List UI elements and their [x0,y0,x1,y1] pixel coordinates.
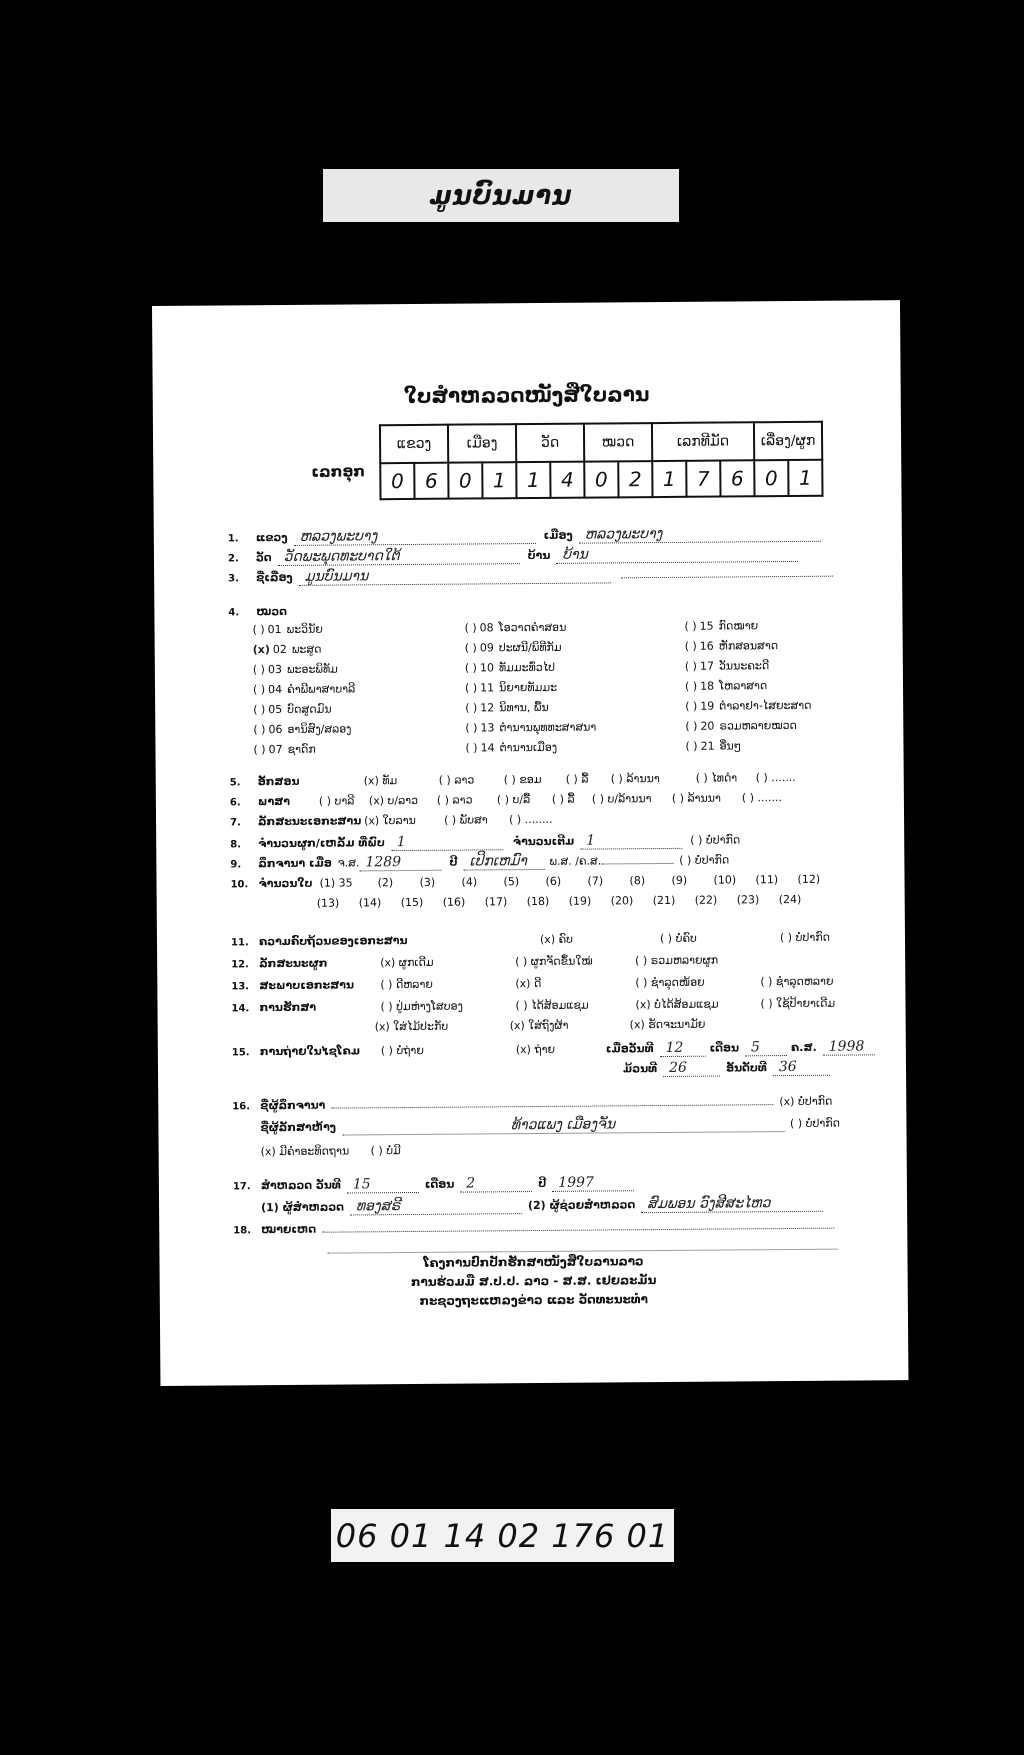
field-label: ອັກສອນ [257,774,300,789]
field-label: ການຖ່າຍໃນໄຊໂຄມ [259,1044,361,1059]
leaf-count-cell: (13) [316,896,340,910]
field-number: 17. [232,1181,251,1193]
field-label: ມ້ວນທີ [622,1062,658,1076]
category-option [685,639,779,653]
code-header-category: ໝວດ [584,423,652,462]
category-checkbox: (x) [252,643,270,657]
field-prayer-row [261,1144,401,1158]
field-label: ເດືອນ [424,1177,455,1191]
field-province-row [228,525,821,547]
category-checkbox: ( ) [252,623,265,637]
category-number: 16 [699,639,714,653]
field-label: ລັກສະນະຜູກ [259,956,328,971]
leaf-count-cell: (6) [545,874,562,888]
category-checkbox: ( ) [253,723,266,737]
field-preservation-row [231,997,835,1015]
category-option [465,721,596,735]
microfilm-opt: (x) ຖ່າຍ [515,1042,556,1057]
field-number: 8. [230,839,242,851]
category-number: 09 [479,641,494,655]
language-opt: ( ) ບ/ລ້ານນາ [591,792,652,806]
field-label: ຄວາມຄົບຖ້ວນຂອງເອກະສານ [258,934,408,949]
year-written-value: 1289 [359,854,441,872]
code-digit: 6 [720,460,754,496]
category-option [253,682,355,696]
leaf-count-cell: (1) 35 [319,876,353,890]
field-label: ສຳຫລວດ ວັນທີ [260,1178,341,1193]
field-number: 10. [230,879,249,891]
category-option [252,623,322,637]
leaf-count-cell: (23) [736,893,760,907]
survey-month-value: 2 [460,1175,532,1193]
microfilm-month-value: 5 [745,1039,787,1056]
preservation-opt: (x) ໃສ່ໄມ້ປະກັບ [374,1019,449,1034]
leaf-count-cell: (10) [713,873,737,887]
field-remarks-row [233,1219,834,1237]
leaf-count-row-2 [317,893,821,910]
category-label: ບົດສູດມົນ [287,702,332,716]
field-number: 1. [227,533,239,545]
category-label: ໂຫລາສາດ [719,679,768,693]
category-number: 11 [480,681,495,695]
category-label: ທັມມະທົ່ວໄປ [498,660,556,675]
bundle-type-opt: ( ) ຜູກຈັດຂຶ້ນໃໝ່ [515,954,593,969]
code-digit: 0 [754,460,788,496]
preservation-opt: (x) ບໍ່ໄດ້ສ້ອມແຊມ [635,997,719,1012]
code-digit: 0 [448,462,482,498]
remarks-line [322,1228,834,1233]
language-opt: ( ) ບາລີ [318,794,355,808]
microfilm-roll-row [623,1059,830,1078]
field-number: 11. [230,937,249,949]
category-checkbox: ( ) [684,679,698,693]
category-label: ຄຳພີພາສາບາລີ [287,682,356,696]
survey-year-value: 1997 [552,1174,634,1192]
category-option [685,739,741,752]
assistant-value: ສົມພອນ ວົງສີສະໄຫວ [641,1195,823,1213]
category-number: 15 [699,619,714,633]
category-label: ໂອວາດຄຳສອນ [498,620,567,635]
category-option [684,619,758,633]
category-option [253,663,338,677]
category-label: ພະສູດ [291,642,322,656]
leaf-count-cell: (21) [652,893,676,908]
category-number: 13 [480,721,495,735]
category-number: 19 [700,699,715,713]
field-label: ປີ [449,855,458,869]
category-label: ຕຳລາຢາ-ໄສຍະສາດ [719,698,812,713]
script-opt: ( ) ລ້ານນາ [610,772,660,786]
code-digit: 1 [788,460,822,496]
survey-day-value: 15 [347,1176,419,1194]
category-number: 12 [480,701,495,715]
field-number: 6. [229,797,241,809]
category-checkbox: ( ) [465,721,478,735]
field-title-row [228,565,833,587]
category-checkbox: ( ) [684,619,697,633]
not-evident-opt: ( ) ບໍ່ປາກົດ [690,833,741,847]
sponsor-value: ທ້າວແພງ ເມືອງຈັນ [342,1115,784,1135]
condition-opt: (x) ດີ [515,976,542,991]
category-label: ຫັກສອນສາດ [718,639,779,653]
field-number: 18. [233,1225,252,1237]
category-number: 08 [479,621,494,635]
field-bundle-type-row [231,954,718,971]
banner-title: ມູນບົນມານ [323,169,679,222]
not-evident-opt: (x) ບໍ່ປາກົດ [779,1094,833,1109]
village-value: ບ້ານ [556,545,798,564]
field-label: ພາສາ [257,794,290,809]
category-label: ຕຳນານພຸທທະສາສນາ [499,720,597,735]
material-opt: ( ) ........ [508,812,553,827]
leaf-count-cell: (8) [629,874,646,888]
field-number: 4. [228,607,240,619]
category-option [465,661,555,675]
title-value: ມູນບົນມານ [299,566,611,585]
material-opt: (x) ໃບລານ [363,813,416,828]
category-option [253,722,351,736]
field-number: 9. [230,859,242,871]
field-label: ຊື່ເລື່ອງ [256,570,293,585]
category-number: 06 [268,722,283,737]
material-opt: ( ) ພັບສາ [443,813,488,827]
field-date-written-row [230,851,729,872]
language-opt: ( ) ລື້ [551,792,575,806]
bundle-type-opt: ( ) ຣວມຫລາຍຜູກ [635,953,719,968]
category-number: 10 [479,661,494,675]
leaf-count-cell: (16) [442,895,466,909]
category-label: ພະວິນັຍ [286,622,323,636]
category-label: ຊາດົກ [287,742,316,756]
category-option [253,703,332,717]
code-digit: 2 [618,461,652,497]
leaf-count-cell: (18) [526,894,550,909]
era-year-line [601,863,673,865]
preservation-row-2 [375,1018,706,1034]
field-label: ລັກສະນະເອກະສານ [258,814,362,829]
category-checkbox: ( ) [464,681,478,695]
preservation-opt: ( ) ໄດ້ສ້ອມແຊມ [515,998,589,1013]
field-number: 15. [231,1047,250,1059]
field-label: (1) ຜູ້ສຳຫລວດ [261,1200,345,1215]
category-number: 21 [700,739,715,753]
field-scribe-row [232,1095,832,1113]
language-opt: ( ) ບ/ລື້ [496,793,531,807]
language-opt: ( ) ....... [741,791,782,805]
category-number: 07 [268,742,283,757]
code-header-temple: ວັດ [516,424,584,463]
preservation-opt: ( ) ໃຊ້ປ້າຍາເດີມ [760,996,836,1011]
field-number: 3. [228,573,239,585]
code-header-province: ແຂວງ [380,425,448,464]
category-checkbox: ( ) [464,661,477,675]
form-footer [159,1250,907,1313]
category-checkbox: ( ) [685,719,698,733]
completeness-opt: ( ) ບໍ່ປາກົດ [779,930,831,945]
script-opt: ( ) ລາວ [438,773,475,787]
field-label: ຊື່ຜູ້ລຶກຈານາ [260,1098,326,1113]
code-digit: 1 [482,462,516,498]
field-microfilm-row [232,1038,875,1060]
preservation-opt: (x) ໃສ່ຖົງຜ້າ [509,1018,569,1033]
category-checkbox: ( ) [464,621,477,635]
language-opt: ( ) ລາວ [436,793,473,807]
field-label: ຊື່ຜູ້ລັກສາຫ້າງ [260,1120,337,1135]
field-completeness-row [231,931,830,949]
language-opt: (x) ບ/ລາວ [368,793,419,808]
category-option [685,659,769,673]
prayer-opt: (x) ມີຄຳອະທິດຖານ [260,1144,350,1159]
script-opt: ( ) ໄທດຳ [695,771,738,785]
field-label: ໝາຍເຫດ [261,1222,317,1237]
category-checkbox: ( ) [253,743,266,757]
preservation-opt: ( ) ປູ່ມຫ່າງໂສບອງ [380,999,463,1014]
condition-opt: ( ) ຊຳລຸດຫລາຍ [760,974,834,989]
category-label: ນິທານ, ພື້ນ [499,700,549,715]
code-digit: 4 [550,462,584,498]
condition-opt: ( ) ຊຳລຸດໜ້ອຍ [635,975,705,990]
leaf-count-cell: (22) [694,893,718,907]
category-number: 05 [268,702,283,717]
not-evident-opt: ( ) ບໍ່ປາກົດ [679,853,730,867]
prayer-opt: ( ) ບໍ່ມີ [370,1144,401,1158]
field-fascicle-count-row [230,831,740,852]
field-number: 16. [232,1101,251,1113]
form-title: ໃບສຳຫລວດໜັງສືໃບລານ [403,382,650,409]
category-label: ປະຜນີ/ພິທີກັມ [498,640,562,655]
category-option [464,621,566,635]
category-checkbox: ( ) [464,641,477,655]
bundle-type-opt: (x) ຜູກເດີມ [380,955,434,970]
microfilm-year-value: 1998 [823,1038,875,1055]
category-option [253,743,315,756]
leaf-count-cell: (4) [461,875,478,889]
footer-ministry: ກະຊວງຖະແຫລງຂ່າວ ແລະ ວັດທະນະທຳ [419,1292,649,1308]
leaf-count-cell: (11) [755,873,779,887]
field-label: ຈຳນວນເຕີມ [512,834,575,849]
field-number: 2. [227,553,239,565]
field-number: 5. [229,777,241,789]
field-label: ຈຳນວນຜູກ/ເຫລັ້ມ ທີ່ພົບ [258,836,385,851]
fascicle-total-value: 1 [580,832,682,850]
condition-opt: ( ) ດີຫລາຍ [380,977,433,992]
province-value: ຫລວງພະບາງ [294,527,536,546]
script-opt: ( ) ....... [755,770,796,785]
field-label: ການຮັກສາ [259,1000,317,1015]
preservation-opt: (x) ຮັດຈະນາມັຍ [629,1017,706,1032]
category-label: ອື່ນໆ [719,739,742,753]
leaf-count-cell: (7) [587,874,604,888]
category-option [465,741,557,755]
code-digit: 1 [652,461,686,497]
surveyor-value: ທອງສຣີ [350,1197,522,1215]
category-checkbox: ( ) [684,659,697,673]
leaf-count-cell: (24) [778,892,802,907]
leaf-count-cell: (17) [484,895,508,909]
code-header-bundle: ເລກທີມັດ [652,422,754,461]
leaf-count-cell: (3) [419,875,436,889]
category-number: 04 [268,682,283,697]
category-number: 14 [480,741,495,755]
field-label: ເມືອງ [543,528,573,542]
language-opt: ( ) ລ້ານນາ [671,791,722,805]
field-temple-row [228,545,798,566]
category-checkbox: ( ) [252,663,266,677]
leaf-count-cell: (5) [503,875,520,889]
leaf-count-row-1 [319,873,839,890]
category-label: ວັນນະຄະດີ [718,659,770,673]
category-checkbox: ( ) [252,683,266,697]
category-checkbox: ( ) [685,699,698,713]
cyclical-year-value: ເປິກເຫມົາ [463,853,545,871]
footer-cooperation: ການຮ່ວມມື ສ.ປ.ປ. ລາວ - ສ.ສ. ເຢຍລະມັນ [410,1273,657,1289]
field-sponsor-row [260,1115,840,1137]
category-checkbox: ( ) [465,701,478,715]
field-number: 7. [230,817,241,829]
field-category-row [228,605,293,619]
category-number: 02 [272,642,287,657]
field-label: (2) ຜູ້ຊ່ວຍສຳຫລວດ [527,1198,636,1213]
field-label: ໝວດ [256,604,288,619]
category-checkbox: ( ) [253,703,266,717]
code-digit: 0 [584,461,618,497]
field-label: ເດືອນ [709,1041,740,1055]
code-digit: 7 [686,461,720,497]
category-number: 17 [699,659,714,673]
manuscript-id-number: 06 01 14 02 176 01 [331,1509,674,1562]
title-extra-line [621,576,833,579]
field-label: ເມື່ອວັນທີ [605,1042,654,1056]
code-digit: 0 [380,463,414,499]
category-number: 18 [700,679,715,693]
field-label: ລຶກຈານາ ເມື່ອ [258,856,332,871]
microfilm-day-value: 12 [660,1040,706,1057]
category-label: ຣວມຫລາຍໝວດ [719,718,797,733]
category-option [685,699,811,713]
roll-number-value: 26 [663,1060,720,1077]
script-opt: ( ) ລື້ [565,772,589,786]
category-checkbox: ( ) [684,639,697,653]
field-script-row [230,771,796,788]
era-label: ພ.ສ. /ຄ.ສ. [549,854,602,868]
completeness-opt: ( ) ບໍ່ຄົບ [659,931,697,946]
code-digit: 1 [516,462,550,498]
code-grid [379,421,824,500]
code-label: ເລກອຸກ [311,462,366,481]
temple-value: ວັດພະພຸດທະບາດໃຕ້ [278,547,520,566]
category-label: ນິຍາຍທັມມະ [499,680,558,695]
microfilm-opt: ( ) ບໍ່ຖ່າຍ [380,1043,424,1058]
leaf-count-cell: (19) [568,894,592,908]
field-label: ຄ.ສ. [790,1040,817,1055]
field-label: ອັນດັບທີ [726,1061,767,1075]
script-opt: (x) ທັມ [363,774,398,788]
leaf-count-row-2-wrap [317,893,821,910]
field-survey-date-row [233,1174,634,1194]
field-language-row [230,791,782,808]
field-label: ບ້ານ [527,548,551,563]
category-label: ອານິສົງ/ສລອງ [287,722,352,736]
field-label: ປີ [538,1176,547,1190]
leaf-count-cell: (15) [400,895,424,910]
field-number: 13. [231,981,250,993]
field-material-row [230,813,553,829]
district-value: ຫລວງພະບາງ [579,525,821,544]
leaf-count-cell: (20) [610,894,634,908]
leaf-count-cell: (9) [671,873,688,887]
field-number: 14. [231,1003,250,1015]
category-label: ຕຳນານເມືອງ [499,740,558,755]
category-label: ກົດໝາຍ [718,619,759,633]
category-option [253,643,322,657]
category-option [465,641,562,655]
script-opt: ( ) ຂອມ [503,772,542,787]
era-label: ຈ.ສ. [337,856,360,870]
field-number: 12. [231,959,249,971]
field-label: ຈຳນວນໃບ [258,876,313,891]
category-checkbox: ( ) [465,741,478,755]
field-surveyors-row [261,1195,823,1216]
field-label: ແຂວງ [255,530,288,545]
category-checkbox: ( ) [685,739,698,753]
not-evident-opt: ( ) ບໍ່ປາກົດ [789,1116,841,1131]
category-number: 03 [267,662,283,677]
code-digit: 6 [414,463,448,499]
frame-number-value: 36 [773,1059,830,1076]
field-condition-row [231,975,833,993]
category-option [685,679,767,693]
scribe-value-line [331,1104,773,1108]
category-label: ພະອະພິທັມ [286,662,338,676]
field-label: ສະພາບເອກະສານ [259,978,355,993]
category-number: 01 [267,622,282,637]
leaf-count-cell: (14) [358,896,382,910]
category-option [465,681,557,695]
category-option [685,719,797,733]
field-leaf-count-row [230,873,839,891]
leaf-count-cell: (12) [797,872,821,886]
completeness-opt: (x) ຄົບ [539,932,574,946]
category-number: 20 [700,719,715,733]
survey-form-sheet [152,300,908,1386]
leaf-count-cell: (2) [377,876,394,890]
code-header-fascicle: ເລື່ອງ/ຜູກ [754,422,822,461]
field-label: ວັດ [255,551,272,565]
fascicle-found-value: 1 [391,833,503,851]
code-header-district: ເມືອງ [448,424,516,463]
category-option [465,701,549,715]
footer-project: ໂຄງການປົກປັກຮັກສາໜັງສືໃບລານລາວ [423,1254,644,1270]
